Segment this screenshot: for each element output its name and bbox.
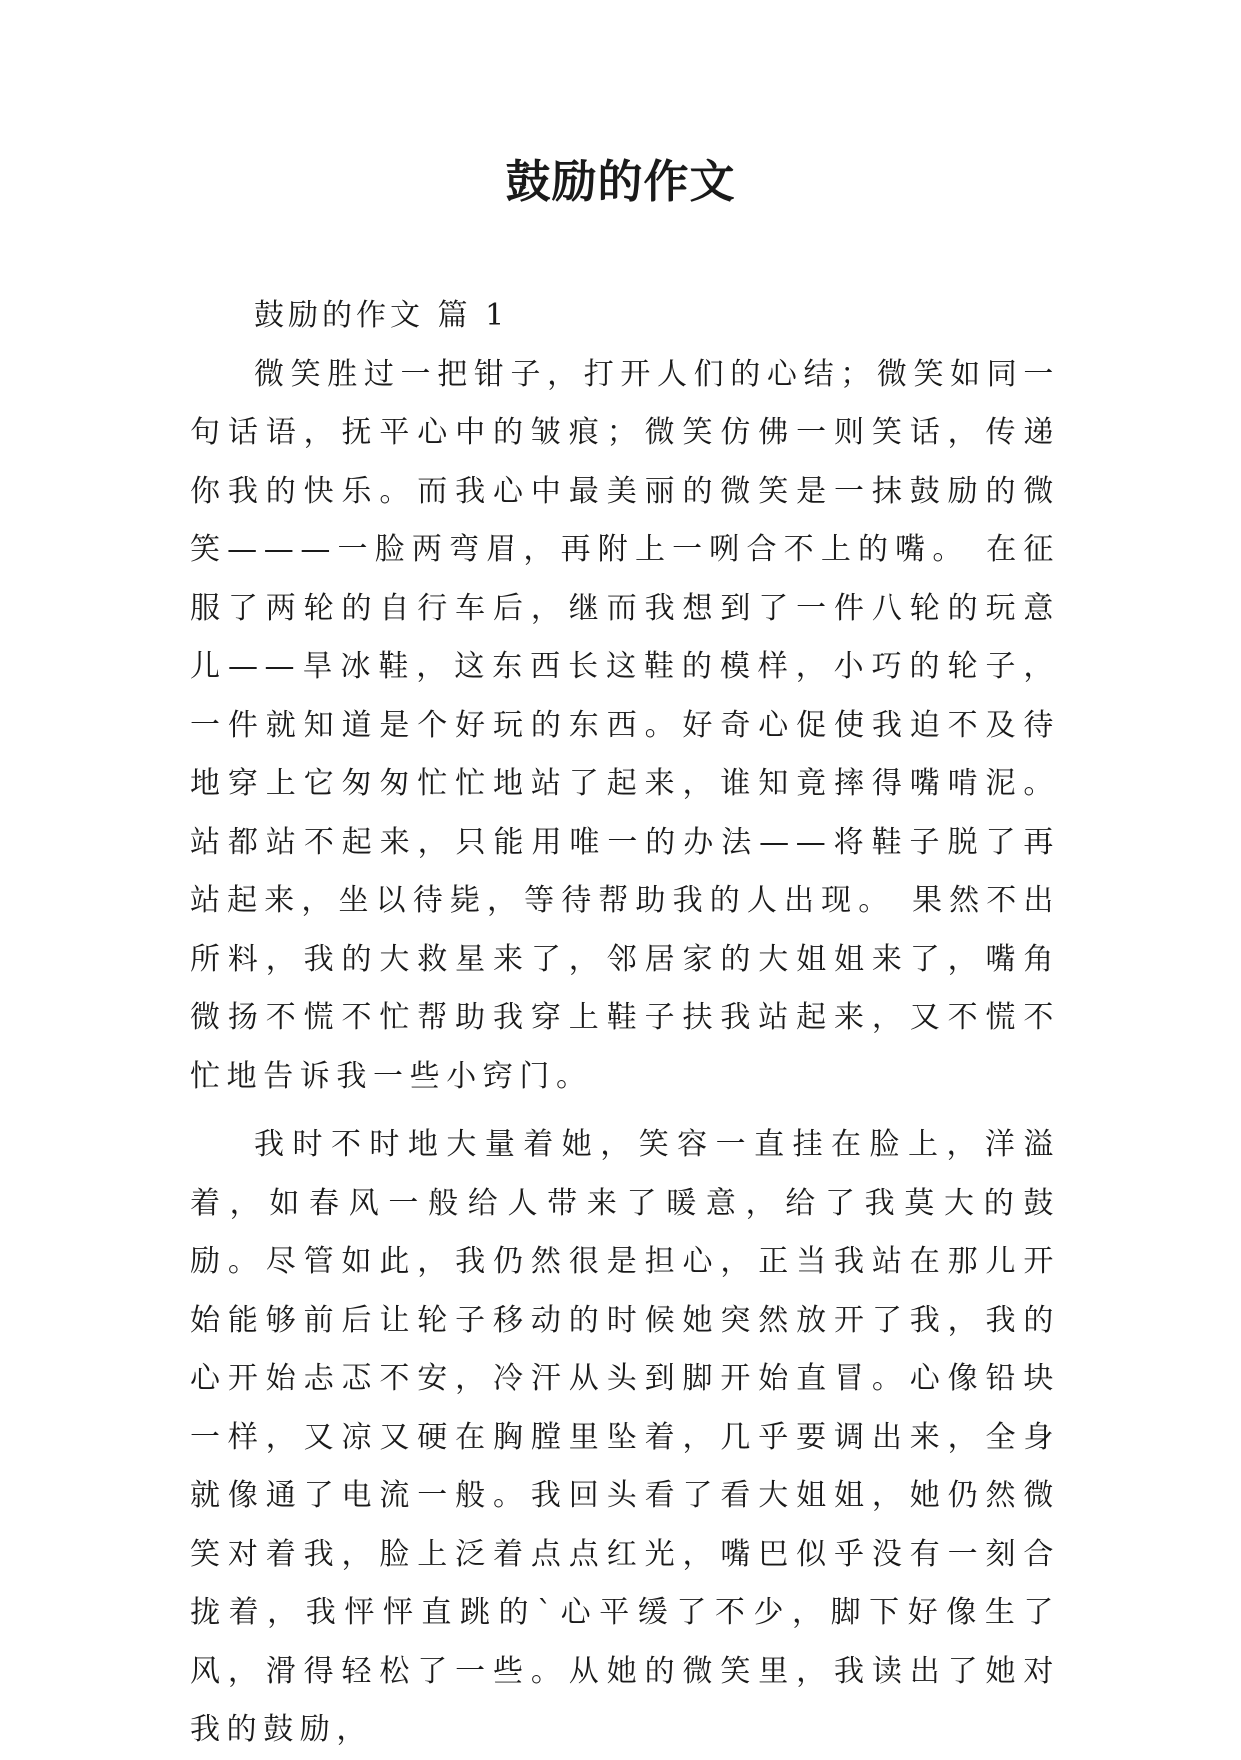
document-title: 鼓励的作文 xyxy=(505,155,736,208)
paragraph-1: 微笑胜过一把钳子，打开人们的心结；微笑如同一句话语，抚平心中的皱痕；微笑仿佛一则笑话，传递你我的快乐。而我心中最美丽的微笑是一抹鼓励的微笑———一脸两弯眉，再附上一咧合不上的嘴。 在征服了两轮的自行车后，继而我想到了一件八轮的玩意儿——旱冰鞋，这东西长这鞋的模样，小巧的轮子，一件就知道是个好玩的东西。好奇心促使我迫不及待地穿上它匆匆忙忙地站了起来，谁知竟摔得嘴啃泥。站都站不起来，只能用唯一的办法——将鞋子脱了再站起来，坐以待毙，等待帮助我的人出现。 果然不出所料，我的大救星来了，邻居家的大姐姐来了，嘴角微扬不慌不忙帮助我穿上鞋子扶我站起来，又不慌不忙地告诉我一些小窍门。 xyxy=(190,356,1060,1094)
document-body xyxy=(190,287,1060,1760)
paragraph-gap xyxy=(190,1106,1060,1116)
paragraph-2: 我时不时地大量着她，笑容一直挂在脸上，洋溢着，如春风一般给人带来了暖意，给了我莫大的鼓励。尽管如此，我仍然很是担心，正当我站在那儿开始能够前后让轮子移动的时候她突然放开了我，我的心开始忐忑不安，冷汗从头到脚开始直冒。心像铅块一样，又凉又硬在胸膛里坠着，几乎要调出来，全身就像通了电流一般。我回头看了看大姐姐，她仍然微笑对着我，脸上泛着点点红光，嘴巴似乎没有一刻合拢着，我怦怦直跳的`心平缓了不少，脚下好像生了风，滑得轻松了一些。从她的微笑里，我读出了她对我的鼓励， xyxy=(190,1127,1060,1747)
section-heading: 鼓励的作文 篇 1 xyxy=(254,298,509,333)
